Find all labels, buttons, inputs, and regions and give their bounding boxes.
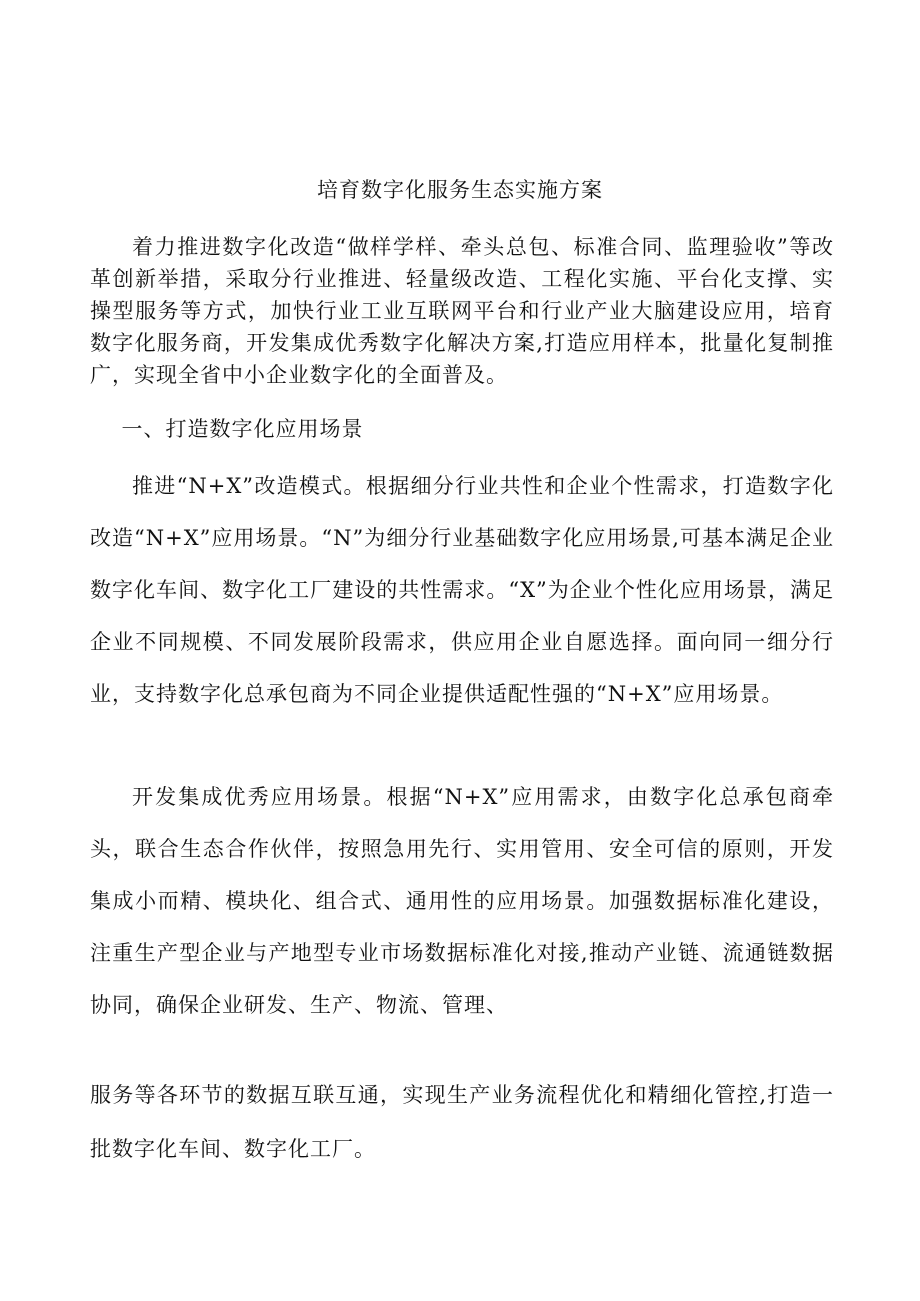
continuation-paragraph: 服务等各环节的数据互联互通，实现生产业务流程优化和精细化管控,打造一批数字化车间、数字化工厂。 [90,1083,834,1161]
intro-paragraph: 着力推进数字化改造“做样学样、牵头总包、标准合同、监理验收”等改革创新举措，采取分行业推进、轻量级改造、工程化实施、平台化支撑、实操型服务等方式，加快行业工业互联网平台和行业产业大脑建设应用，培育数字化服务商，开发集成优秀数字化解决方案,打造应用样本，批量化复制推广，实现全省中小企业数字化的全面普及。 [90,235,834,387]
section-heading: 一、打造数字化应用场景 [121,417,364,441]
application-scenario-paragraph: 开发集成优秀应用场景。根据“N+X”应用需求，由数字化总承包商牵头，联合生态合作伙伴，按照急用先行、实用管用、安全可信的原则，开发集成小而精、模块化、组合式、通用性的应用场景。加强数据标准化建设，注重生产型企业与产地型专业市场数据标准化对接,推动产业链、流通链数据协同，确保企业研发、生产、物流、管理、 [90,785,834,1017]
nx-mode-paragraph: 推进“N+X”改造模式。根据细分行业共性和企业个性需求，打造数字化改造“N+X”应用场景。“N”为细分行业基础数字化应用场景,可基本满足企业数字化车间、数字化工厂建设的共性需求。“X”为企业个性化应用场景，满足企业不同规模、不同发展阶段需求，供应用企业自愿选择。面向同一细分行业，支持数字化总承包商为不同企业提供适配性强的“N+X”应用场景。 [90,474,834,706]
document-title: 培育数字化服务生态实施方案 [317,178,603,202]
